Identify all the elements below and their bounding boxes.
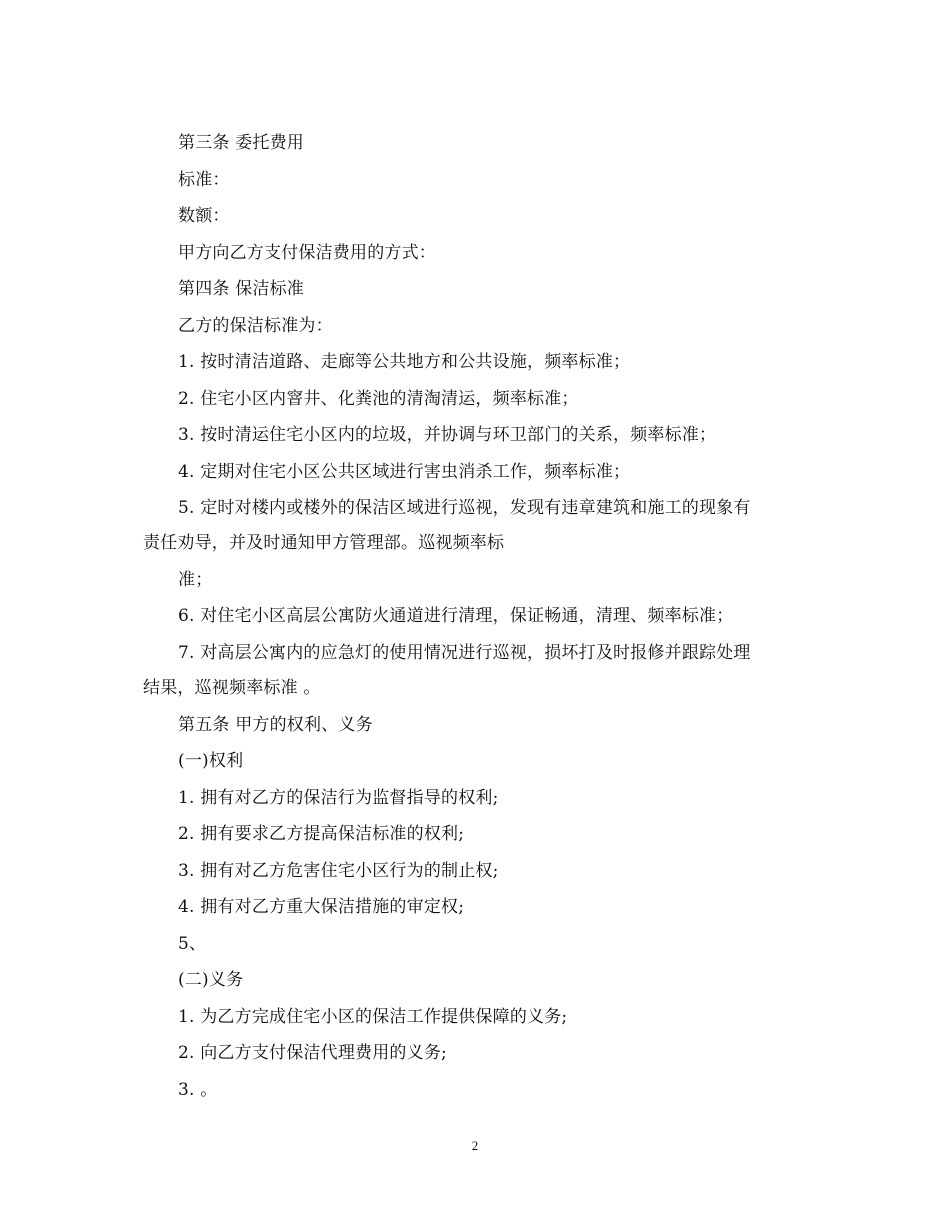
page-number: 2: [471, 1138, 479, 1153]
cleaning-item-5: 5. 定时对楼内或楼外的保洁区域进行巡视，发现有违章建筑和施工的现象有: [178, 498, 751, 518]
rights-item-4: 4. 拥有对乙方重大保洁措施的审定权;: [178, 897, 465, 917]
amount-line: 数额：: [178, 206, 230, 226]
cleaning-item-7: 7. 对高层公寓内的应急灯的使用情况进行巡视，损坏打及时报修并跟踪处理: [178, 643, 751, 663]
cleaning-item-2: 2. 住宅小区内窨井、化粪池的清淘清运，频率标准；: [178, 389, 579, 409]
standard-line: 标准：: [178, 170, 230, 190]
cleaning-standard-intro: 乙方的保洁标准为：: [178, 316, 333, 336]
rights-subheading: (一)权利: [178, 751, 244, 771]
payment-method-line: 甲方向乙方支付保洁费用的方式：: [178, 243, 436, 263]
rights-item-3: 3. 拥有对乙方危害住宅小区行为的制止权;: [178, 861, 499, 881]
cleaning-item-3: 3. 按时清运住宅小区内的垃圾，并协调与环卫部门的关系，频率标准；: [178, 425, 717, 445]
rights-item-2: 2. 拥有要求乙方提高保洁标准的权利;: [178, 824, 465, 844]
article-5-heading: 第五条 甲方的权利、义务: [178, 715, 373, 735]
duties-item-1: 1. 为乙方完成住宅小区的保洁工作提供保障的义务;: [178, 1007, 568, 1027]
duties-subheading: (二)义务: [178, 970, 244, 990]
duties-item-2: 2. 向乙方支付保洁代理费用的义务;: [178, 1043, 447, 1063]
duties-item-3: 3. 。: [178, 1080, 218, 1100]
cleaning-item-4: 4. 定期对住宅小区公共区域进行害虫消杀工作，频率标准；: [178, 462, 631, 482]
cleaning-item-5-end: 准；: [178, 570, 213, 590]
cleaning-item-6: 6. 对住宅小区高层公寓防火通道进行清理，保证畅通，清理、频率标准；: [178, 606, 734, 626]
cleaning-item-7-continued: 结果，巡视频率标准 。: [143, 678, 321, 698]
rights-item-5: 5、: [178, 934, 207, 954]
cleaning-item-1: 1. 按时清洁道路、走廊等公共地方和公共设施，频率标准；: [178, 352, 631, 372]
article-4-heading: 第四条 保洁标准: [178, 279, 305, 299]
cleaning-item-5-continued: 责任劝导，并及时通知甲方管理部。巡视频率标: [143, 533, 505, 553]
article-3-heading: 第三条 委托费用: [178, 133, 305, 153]
rights-item-1: 1. 拥有对乙方的保洁行为监督指导的权利;: [178, 788, 499, 808]
